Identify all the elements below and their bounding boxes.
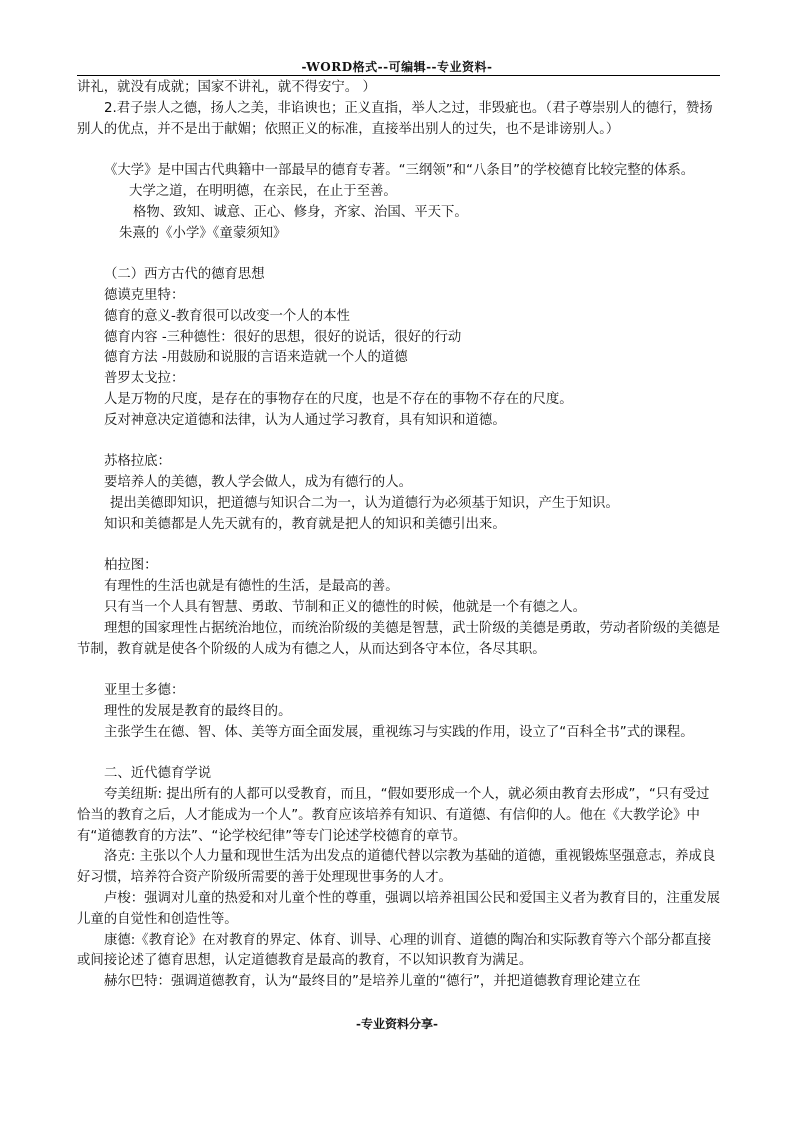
quote-line: 格物、致知、诚意、正心、修身，齐家、治国、平天下。	[133, 204, 468, 220]
paragraph-line: 德谟克里特：	[104, 287, 185, 303]
header-divider	[77, 75, 720, 76]
section-heading: （二）西方古代的德育思想	[104, 267, 265, 283]
paragraph-line: 苏格拉底：	[104, 454, 171, 470]
paragraph-line: 卢梭：强调对儿童的热爱和对儿童个性的尊重，强调以培养祖国公民和爱国主义者为教育目的，注重发展儿童的自觉性和创造性等。	[77, 891, 720, 927]
paragraph-line: 夸美纽斯: 提出所有的人都可以受教育，而且，“假如要形成一个人，就必须由教育去形成”，“只有受过恰当的教育之后，人才能成为一个人”。教育应该培养有知识、有道德、有信仰的人。他在《大教学论》中有“道德教育的方法”、“论学校纪律”等专门论述学校德育的章节。	[77, 787, 710, 844]
paragraph-line: 《大学》是中国古代典籍中一部最早的德育专著。“三纲领”和“八条目”的学校德育比较完整的体系。	[104, 163, 695, 179]
blank-line	[77, 744, 720, 765]
paragraph-line: 2.君子崇人之德，扬人之美，非谄谀也；正义直指，举人之过，非毁疵也。（君子尊崇别人的德行，赞扬别人的优点，并不是出于献媚；依照正义的标准，直接举出别人的过失，也不是诽谤别人。）	[77, 100, 713, 137]
paragraph-line: 亚里士多德：	[104, 683, 185, 699]
paragraph-line: 柏拉图：	[104, 558, 158, 574]
paragraph-line: 德育内容 -三种德性：很好的思想，很好的说话，很好的行动	[104, 329, 462, 345]
blank-line	[77, 244, 720, 265]
blank-line	[77, 660, 720, 681]
paragraph-line: 普罗太戈拉：	[104, 371, 185, 387]
paragraph-line: 有理性的生活也就是有德性的生活，是最高的善。	[104, 579, 399, 595]
paragraph-line: 德育方法 -用鼓励和说服的言语来造就一个人的道德	[104, 350, 408, 366]
paragraph-line: 朱熹的《小学》《童蒙须知》	[119, 225, 287, 241]
blank-line	[77, 536, 720, 557]
paragraph-line: 只有当一个人具有智慧、勇敢、节制和正义的德性的时候，他就是一个有德之人。	[104, 599, 587, 615]
paragraph-line: 人是万物的尺度，是存在的事物存在的尺度，也是不存在的事物不存在的尺度。	[104, 391, 573, 407]
blank-line	[77, 140, 720, 161]
paragraph-line: 理想的国家理性占据统治地位，而统治阶级的美德是智慧，武士阶级的美德是勇敢，劳动者阶级的美德是节制，教育就是使各个阶级的人成为有德之人，从而达到各守本位，各尽其职。	[77, 620, 720, 657]
paragraph-line: 洛克: 主张以个人力量和现世生活为出发点的道德代替以宗教为基础的道德，重视锻炼坚强意志，养成良好习惯，培养符合资产阶级所需要的善于处理现世事务的人才。	[77, 849, 716, 886]
paragraph-line: 赫尔巴特：强调道德教育，认为“最终目的”是培养儿童的“德行”，并把道德教育理论建立在	[104, 974, 641, 990]
paragraph-line: 主张学生在德、智、体、美等方面全面发展，重视练习与实践的作用，设立了“百科全书”式的课程。	[104, 724, 694, 740]
paragraph-line: 反对神意决定道德和法律，认为人通过学习教育，具有知识和道德。	[104, 412, 506, 428]
blank-line	[77, 432, 720, 453]
paragraph-line: 知识和美德都是人先天就有的，教育就是把人的知识和美德引出来。	[104, 516, 506, 532]
paragraph-line: 康德:《教育论》在对教育的界定、体育、训导、心理的训育、道德的陶冶和实际教育等六个部分都直接或间接论述了德育思想，认定道德教育是最高的教育，不以知识教育为满足。	[77, 932, 712, 969]
paragraph-line: 理性的发展是教育的最终目的。	[104, 703, 292, 719]
page-footer: -专业资料分享-	[356, 1017, 438, 1031]
paragraph-line: 德育的意义-教育很可以改变一个人的本性	[104, 308, 350, 324]
page-header: -WORD格式--可编辑--专业资料-	[301, 60, 493, 74]
document-body	[77, 78, 720, 993]
paragraph-line: 讲礼，就没有成就；国家不讲礼，就不得安宁。 ）	[77, 80, 376, 95]
quote-line: 大学之道，在明明德，在亲民，在止于至善。	[129, 183, 397, 199]
paragraph-line: 提出美德即知识，把道德与知识合二为一，认为道德行为必须基于知识，产生于知识。	[110, 495, 619, 511]
paragraph-line: 要培养人的美德，教人学会做人，成为有德行的人。	[104, 475, 412, 491]
section-heading: 二、近代德育学说	[104, 766, 212, 782]
